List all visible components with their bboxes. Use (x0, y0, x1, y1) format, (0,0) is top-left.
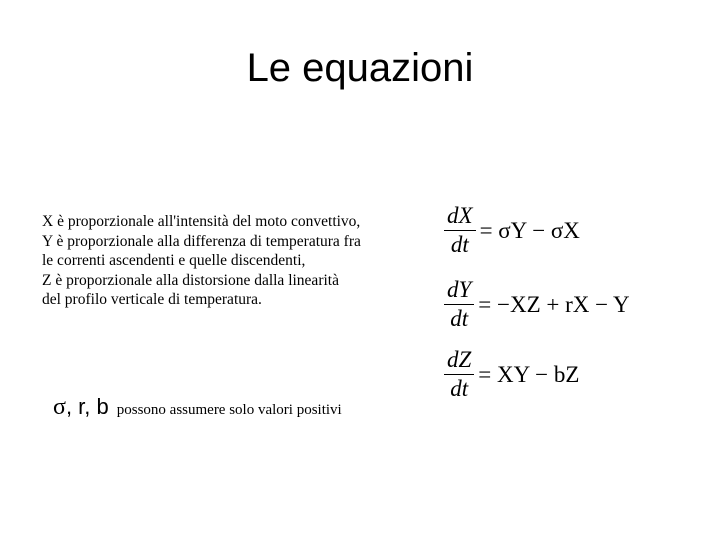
parameter-symbols: , r, b (65, 394, 109, 419)
numerator: dY (447, 277, 472, 302)
denominator: dt (450, 232, 469, 257)
equation-dy (444, 276, 630, 333)
equation-dx (444, 202, 580, 259)
description-line: le correnti ascendenti e quelle discendenti, (42, 252, 306, 269)
description-line: Z è proporzionale alla distorsione dalla linearità (42, 271, 339, 289)
description-line: del profilo verticale di temperatura. (42, 291, 262, 308)
description-line: Y è proporzionale alla differenza di temperatura fra (42, 232, 361, 250)
equation-rhs: = −XZ + rX − Y (478, 291, 630, 317)
equation-rhs: = σY − σX (479, 217, 580, 243)
slide-title: Le equazioni (246, 46, 474, 90)
description-line: X è proporzionale all'intensità del moto convettivo, (42, 213, 361, 230)
parameters-text: possono assumere solo valori positivi (116, 402, 342, 418)
equation-rhs: = XY − bZ (478, 361, 580, 387)
description-text (42, 212, 422, 310)
fraction (444, 202, 476, 259)
fraction (444, 276, 474, 333)
parameters-note (53, 394, 342, 421)
denominator: dt (450, 306, 469, 331)
equation-dz (444, 346, 579, 403)
sigma-symbol: σ (53, 394, 66, 420)
numerator: dX (447, 203, 473, 228)
denominator: dt (450, 376, 469, 401)
fraction (444, 346, 474, 403)
numerator: dZ (447, 347, 472, 372)
